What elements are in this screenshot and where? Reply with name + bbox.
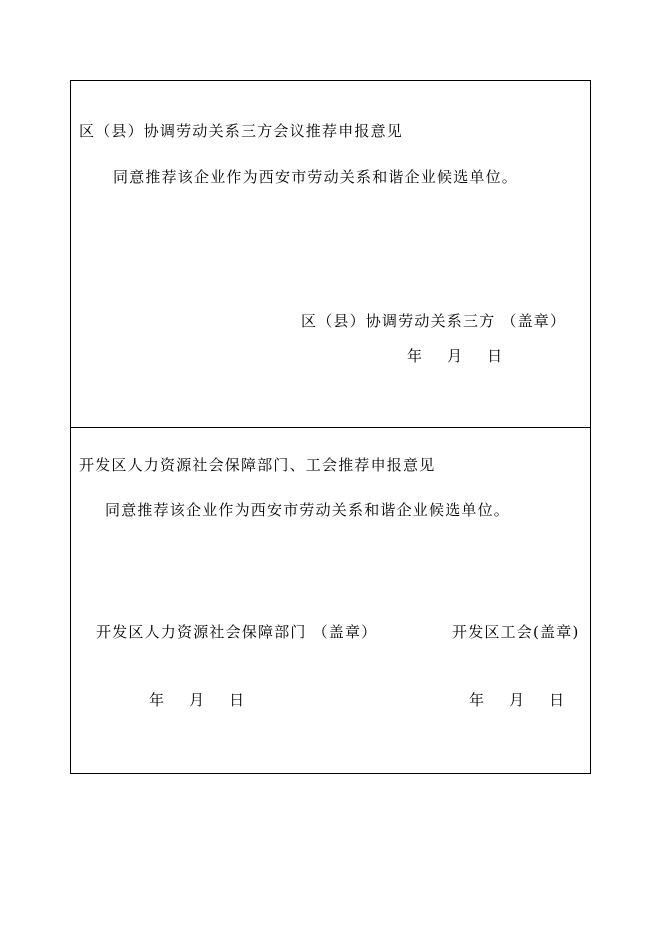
hr-department-signer-seal: 开发区人力资源社会保障部门 （盖章） xyxy=(96,623,378,641)
district-opinion-section xyxy=(71,81,590,428)
trade-union-date: 年 月 日 xyxy=(469,691,566,709)
trade-union-signer-seal: 开发区工会(盖章) xyxy=(452,623,580,641)
district-signer-seal: 区（县）协调劳动关系三方 （盖章） xyxy=(301,312,567,330)
devzone-opinion-text: 同意推荐该企业作为西安市劳动关系和谐企业候选单位。 xyxy=(105,501,511,519)
hr-department-date: 年 月 日 xyxy=(149,691,246,709)
recommendation-form-table xyxy=(70,80,591,774)
district-section-heading: 区（县）协调劳动关系三方会议推荐申报意见 xyxy=(79,122,404,140)
devzone-opinion-section xyxy=(71,428,590,773)
devzone-section-heading: 开发区人力资源社会保障部门、工会推荐申报意见 xyxy=(79,456,436,474)
district-date: 年 月 日 xyxy=(407,347,504,365)
district-opinion-text: 同意推荐该企业作为西安市劳动关系和谐企业候选单位。 xyxy=(113,168,519,186)
